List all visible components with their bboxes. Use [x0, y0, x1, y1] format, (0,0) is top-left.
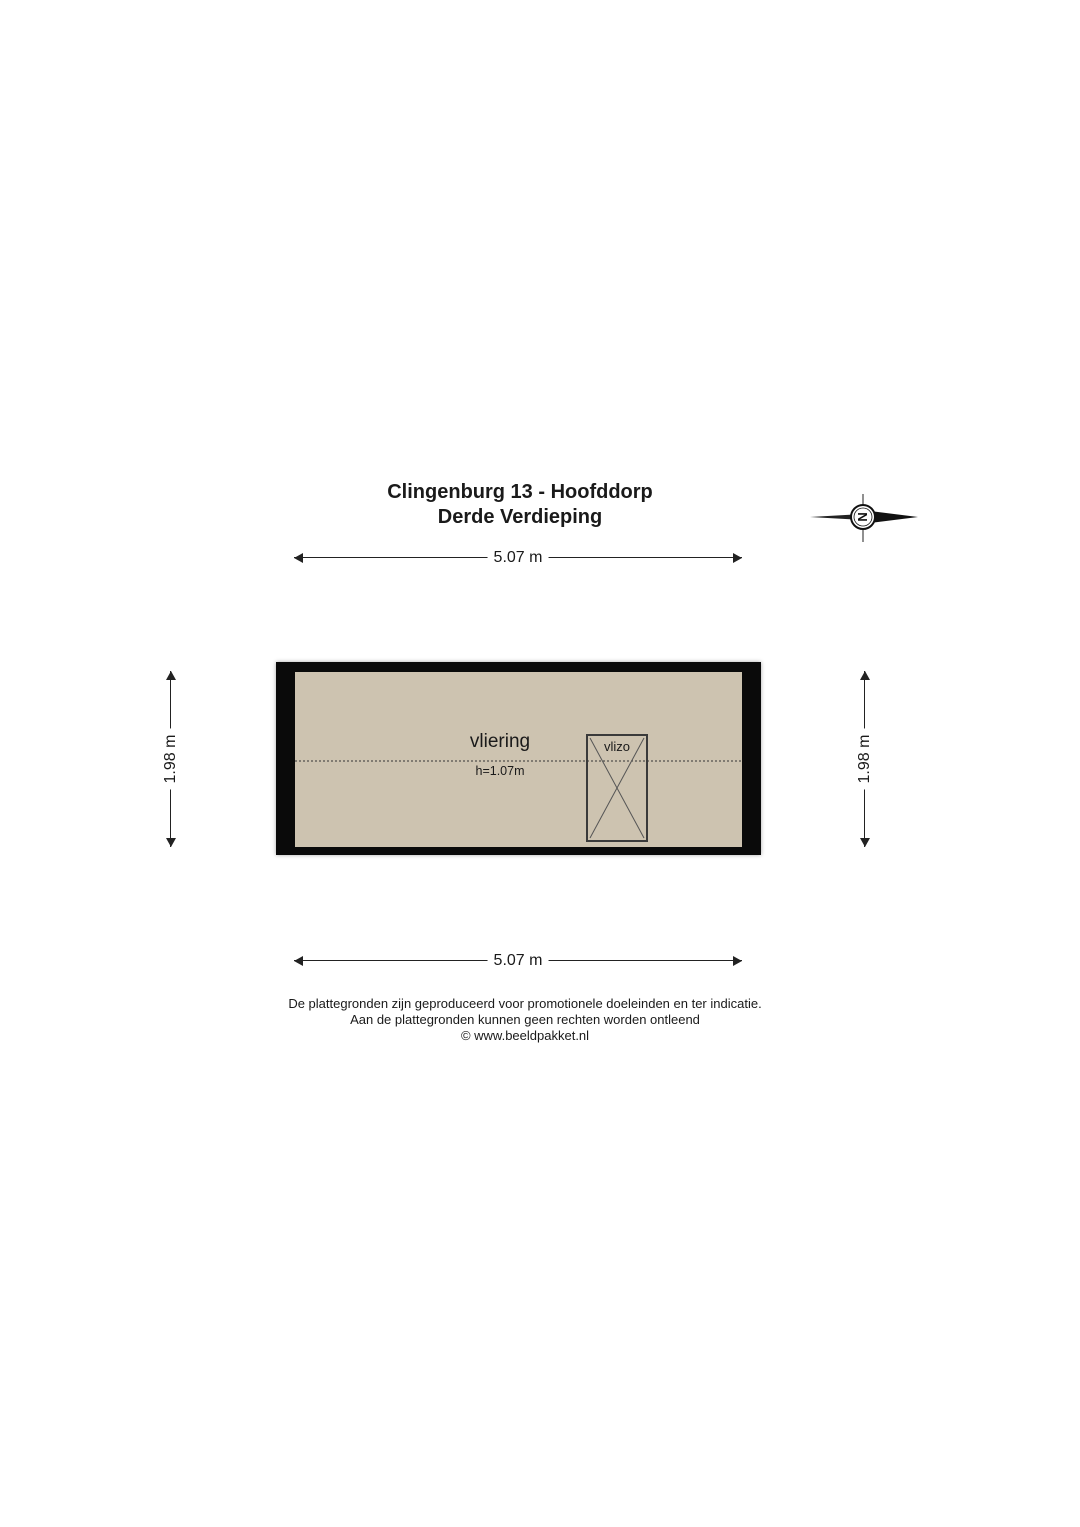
bottom-width-label: 5.07 m: [488, 951, 549, 971]
hatch-label: vlizo: [603, 739, 630, 754]
top-width-label: 5.07 m: [488, 548, 549, 568]
bottom-width-dimension: [294, 951, 742, 971]
right-depth-label: 1.98 m: [855, 729, 875, 790]
disclaimer-line-1: De plattegronden zijn geproduceerd voor promotionele doeleinden en ter indicatie.: [288, 996, 762, 1011]
plan-title: Clingenburg 13 - Hoofddorp: [387, 481, 653, 503]
compass-north-label: N: [855, 512, 870, 522]
room-label: vliering: [469, 731, 531, 752]
copyright-line: © www.beeldpakket.nl: [460, 1028, 590, 1043]
floor-name: Derde Verdieping: [437, 506, 603, 528]
left-depth-label: 1.98 m: [161, 729, 181, 790]
room-height-label: h=1.07m: [475, 764, 525, 778]
disclaimer-line-2: Aan de plattegronden kunnen geen rechten worden ontleend: [350, 1012, 700, 1027]
